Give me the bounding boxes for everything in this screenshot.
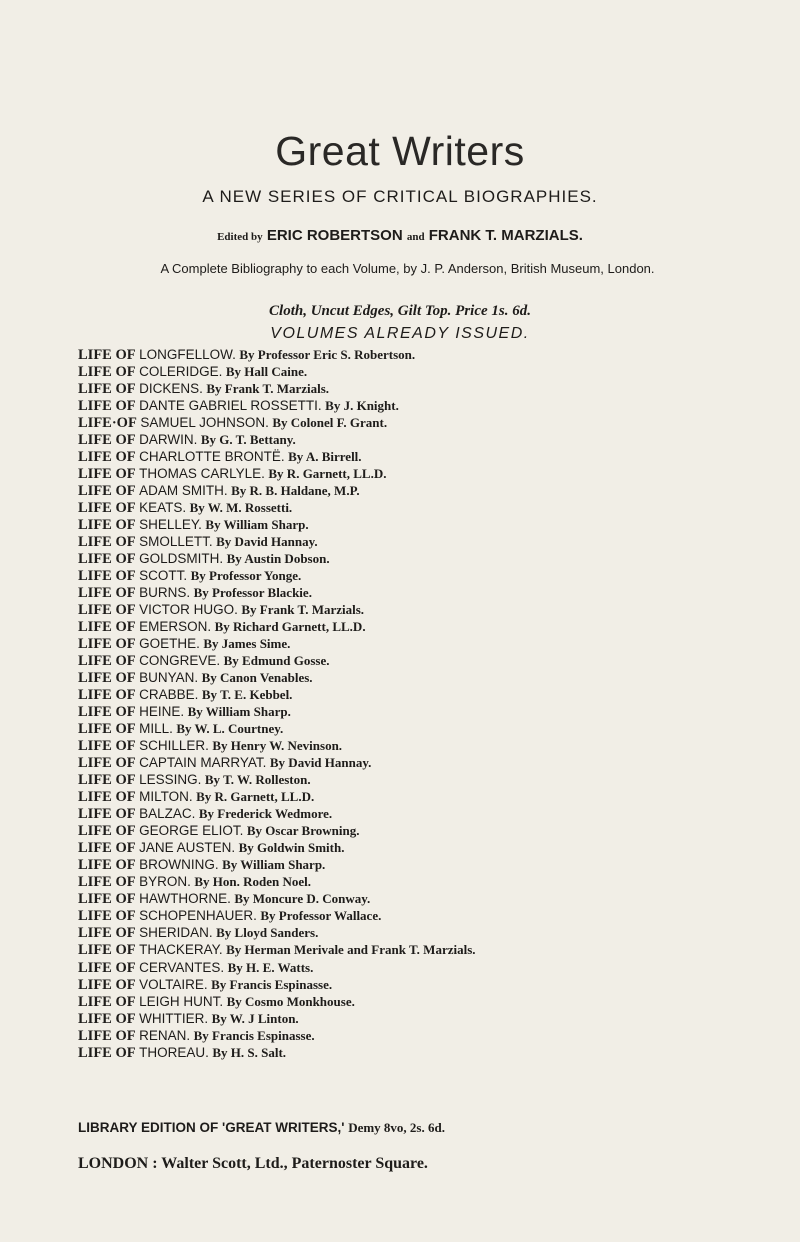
volume-item xyxy=(78,873,728,890)
volume-item xyxy=(78,414,728,431)
volume-author: By J. Knight. xyxy=(325,398,399,413)
volume-author: By Richard Garnett, LL.D. xyxy=(214,619,366,634)
volume-author: By William Sharp. xyxy=(205,517,309,532)
volume-item xyxy=(78,363,728,380)
volume-subject: BUNYAN. xyxy=(139,670,199,685)
volume-item xyxy=(78,754,728,771)
volume-author: By G. T. Bettany. xyxy=(200,432,296,447)
volume-author: By Canon Venables. xyxy=(201,670,313,685)
volume-subject: SCHOPENHAUER. xyxy=(139,908,257,923)
volume-item xyxy=(78,941,728,959)
volume-item xyxy=(78,959,728,976)
volume-label: LIFE OF xyxy=(78,977,136,993)
volume-author: By Oscar Browning. xyxy=(246,823,360,838)
volume-subject: KEATS. xyxy=(139,500,187,515)
volume-item xyxy=(78,669,728,686)
volume-author: By Moncure D. Conway. xyxy=(234,891,371,906)
volume-subject: GEORGE ELIOT. xyxy=(139,823,244,838)
volume-subject: SCHILLER. xyxy=(139,738,209,753)
page-title: Great Writers xyxy=(275,128,525,174)
volume-author: By Hon. Roden Noel. xyxy=(194,874,312,889)
volume-author: By David Hannay. xyxy=(216,534,318,549)
volume-label: LIFE OF xyxy=(78,347,136,363)
volume-subject: CERVANTES. xyxy=(139,960,225,975)
volume-subject: RENAN. xyxy=(139,1028,191,1043)
volume-label: LIFE OF xyxy=(78,960,136,976)
volume-item xyxy=(78,346,728,363)
volume-item xyxy=(78,976,728,993)
volume-item xyxy=(78,907,728,924)
volume-item xyxy=(78,737,728,754)
volume-author: By H. S. Salt. xyxy=(212,1045,287,1060)
volume-label: LIFE OF xyxy=(78,721,136,737)
volume-author: By Professor Blackie. xyxy=(193,585,312,600)
volume-item xyxy=(78,499,728,516)
volume-subject: DANTE GABRIEL ROSSETTI. xyxy=(139,398,322,413)
publisher-imprint xyxy=(78,1155,758,1173)
volume-subject: SAMUEL JOHNSON. xyxy=(140,415,269,430)
volume-label: LIFE OF xyxy=(78,1028,136,1044)
imprint-city: LONDON : xyxy=(78,1155,158,1172)
volumes-heading: VOLUMES ALREADY ISSUED. xyxy=(270,325,530,342)
volume-author: By William Sharp. xyxy=(187,704,291,719)
volume-author: By Frank T. Marzials. xyxy=(206,381,330,396)
volume-subject: THOREAU. xyxy=(139,1045,209,1060)
volume-author: By R. B. Haldane, M.P. xyxy=(231,483,360,498)
volume-subject: LEIGH HUNT. xyxy=(139,994,224,1009)
library-edition-label: LIBRARY EDITION OF 'GREAT WRITERS,' xyxy=(78,1120,345,1135)
volume-subject: LESSING. xyxy=(139,772,202,787)
volume-label: LIFE OF xyxy=(78,806,136,822)
volume-author: By W. J Linton. xyxy=(211,1011,299,1026)
volume-label: LIFE OF xyxy=(78,636,136,652)
volume-author: By William Sharp. xyxy=(222,857,326,872)
volume-label: LIFE OF xyxy=(78,789,136,805)
volume-subject: VICTOR HUGO. xyxy=(139,602,238,617)
volume-item xyxy=(78,550,728,567)
volume-author: By Herman Merivale and Frank T. Marzials. xyxy=(226,942,476,957)
volume-subject: JANE AUSTEN. xyxy=(139,840,236,855)
volume-author: By Professor Yonge. xyxy=(190,568,302,583)
volume-item xyxy=(78,533,728,550)
volume-item xyxy=(78,618,728,635)
volume-label: LIFE OF xyxy=(78,755,136,771)
volume-item xyxy=(78,1044,728,1061)
volume-item xyxy=(78,584,728,601)
volume-label: LIFE OF xyxy=(78,619,136,635)
imprint-address: Paternoster Square. xyxy=(291,1155,428,1172)
volume-item xyxy=(78,771,728,788)
volume-label: LIFE OF xyxy=(78,585,136,601)
volume-label: LIFE OF xyxy=(78,857,136,873)
volume-author: By T. W. Rolleston. xyxy=(204,772,311,787)
price-line: Cloth, Uncut Edges, Gilt Top. Price 1s. 6d. xyxy=(269,303,531,319)
volume-label: LIFE OF xyxy=(78,772,136,788)
volume-label: LIFE OF xyxy=(78,738,136,754)
imprint-publisher: Walter Scott, Ltd., xyxy=(161,1155,288,1172)
volume-subject: CHARLOTTE BRONTË. xyxy=(139,449,285,464)
volume-author: By Colonel F. Grant. xyxy=(272,415,388,430)
volume-author: By David Hannay. xyxy=(269,755,372,770)
volume-item xyxy=(78,431,728,448)
volume-subject: SMOLLETT. xyxy=(139,534,213,549)
volume-label: LIFE OF xyxy=(78,551,136,567)
volume-subject: CAPTAIN MARRYAT. xyxy=(139,755,267,770)
volume-subject: DARWIN. xyxy=(139,432,198,447)
volume-subject: BYRON. xyxy=(139,874,191,889)
volume-label: LIFE OF xyxy=(78,925,136,941)
volume-label: LIFE OF xyxy=(78,942,136,958)
volume-subject: DICKENS. xyxy=(139,381,203,396)
volume-label: LIFE·OF xyxy=(78,415,137,431)
volume-item xyxy=(78,601,728,618)
volume-subject: CONGREVE. xyxy=(139,653,221,668)
editors-prefix: Edited by xyxy=(217,231,263,243)
volume-author: By Frank T. Marzials. xyxy=(241,602,365,617)
volume-subject: ADAM SMITH. xyxy=(139,483,228,498)
volume-label: LIFE OF xyxy=(78,908,136,924)
volume-author: By R. Garnett, LL.D. xyxy=(196,789,315,804)
volume-subject: MILL. xyxy=(139,721,173,736)
volume-item xyxy=(78,380,728,397)
volume-label: LIFE OF xyxy=(78,704,136,720)
volume-label: LIFE OF xyxy=(78,1045,136,1061)
volume-subject: EMERSON. xyxy=(139,619,212,634)
volume-author: By Francis Espinasse. xyxy=(193,1028,315,1043)
volume-subject: THOMAS CARLYLE. xyxy=(139,466,265,481)
volume-item xyxy=(78,993,728,1010)
volume-item xyxy=(78,652,728,669)
volume-item xyxy=(78,465,728,482)
volume-subject: SHELLEY. xyxy=(139,517,202,532)
volume-item xyxy=(78,448,728,465)
volume-subject: HAWTHORNE. xyxy=(139,891,231,906)
volume-item xyxy=(78,924,728,941)
volume-label: LIFE OF xyxy=(78,1011,136,1027)
bibliography-note: A Complete Bibliography to each Volume, by J. P. Anderson, British Museum, London. xyxy=(160,261,655,276)
volume-item xyxy=(78,686,728,703)
volumes-list xyxy=(78,346,728,1061)
volume-label: LIFE OF xyxy=(78,466,136,482)
volume-subject: SCOTT. xyxy=(139,568,188,583)
volume-item xyxy=(78,839,728,856)
volume-subject: VOLTAIRE. xyxy=(139,977,208,992)
volume-subject: HEINE. xyxy=(139,704,185,719)
volume-item xyxy=(78,635,728,652)
library-edition-price: Demy 8vo, 2s. 6d. xyxy=(348,1120,445,1135)
volume-subject: BROWNING. xyxy=(139,857,219,872)
volume-author: By Goldwin Smith. xyxy=(238,840,345,855)
volume-author: By James Sime. xyxy=(203,636,291,651)
volume-subject: SHERIDAN. xyxy=(139,925,213,940)
volume-item xyxy=(78,1027,728,1044)
volume-label: LIFE OF xyxy=(78,670,136,686)
volume-label: LIFE OF xyxy=(78,602,136,618)
volume-item xyxy=(78,397,728,414)
volume-subject: GOETHE. xyxy=(139,636,200,651)
volume-item xyxy=(78,516,728,533)
editors-line xyxy=(0,227,800,244)
volume-item xyxy=(78,567,728,584)
series-subtitle: A NEW SERIES OF CRITICAL BIOGRAPHIES. xyxy=(202,187,598,206)
volume-item xyxy=(78,856,728,873)
volume-label: LIFE OF xyxy=(78,568,136,584)
volume-subject: BURNS. xyxy=(139,585,191,600)
volume-author: By Henry W. Nevinson. xyxy=(212,738,343,753)
volume-item xyxy=(78,890,728,907)
volume-item xyxy=(78,703,728,720)
volume-subject: GOLDSMITH. xyxy=(139,551,224,566)
volume-author: By Frederick Wedmore. xyxy=(198,806,333,821)
volume-author: By Professor Eric S. Robertson. xyxy=(239,347,416,362)
volume-subject: LONGFELLOW. xyxy=(139,347,236,362)
volume-item xyxy=(78,720,728,737)
volume-item xyxy=(78,1010,728,1027)
volume-label: LIFE OF xyxy=(78,381,136,397)
volume-author: By Hall Caine. xyxy=(225,364,308,379)
volume-author: By A. Birrell. xyxy=(288,449,362,464)
volume-label: LIFE OF xyxy=(78,994,136,1010)
volume-label: LIFE OF xyxy=(78,534,136,550)
volume-author: By Professor Wallace. xyxy=(260,908,382,923)
volume-author: By Austin Dobson. xyxy=(226,551,330,566)
volume-label: LIFE OF xyxy=(78,500,136,516)
volume-subject: COLERIDGE. xyxy=(139,364,223,379)
editors-conj: and xyxy=(406,231,425,243)
volume-label: LIFE OF xyxy=(78,823,136,839)
volume-author: By Francis Espinasse. xyxy=(211,977,333,992)
volume-label: LIFE OF xyxy=(78,364,136,380)
volume-item xyxy=(78,788,728,805)
volume-subject: BALZAC. xyxy=(139,806,196,821)
volume-item xyxy=(78,805,728,822)
volume-subject: THACKERAY. xyxy=(139,942,223,957)
volume-label: LIFE OF xyxy=(78,449,136,465)
volume-author: By H. E. Watts. xyxy=(227,960,314,975)
volume-item xyxy=(78,482,728,499)
volume-author: By R. Garnett, LL.D. xyxy=(268,466,387,481)
volume-label: LIFE OF xyxy=(78,653,136,669)
volume-label: LIFE OF xyxy=(78,874,136,890)
volume-author: By Edmund Gosse. xyxy=(223,653,330,668)
editor-name-2: FRANK T. MARZIALS. xyxy=(428,227,583,244)
volume-author: By W. M. Rossetti. xyxy=(189,500,293,515)
volume-label: LIFE OF xyxy=(78,398,136,414)
volume-author: By T. E. Kebbel. xyxy=(201,687,293,702)
volume-label: LIFE OF xyxy=(78,432,136,448)
volume-subject: WHITTIER. xyxy=(139,1011,209,1026)
volume-subject: CRABBE. xyxy=(139,687,199,702)
volume-subject: MILTON. xyxy=(139,789,193,804)
volume-item xyxy=(78,822,728,839)
volume-label: LIFE OF xyxy=(78,483,136,499)
volume-author: By W. L. Courtney. xyxy=(176,721,284,736)
volume-author: By Lloyd Sanders. xyxy=(216,925,319,940)
editor-name-1: ERIC ROBERTSON xyxy=(266,227,403,244)
volume-label: LIFE OF xyxy=(78,517,136,533)
volume-label: LIFE OF xyxy=(78,687,136,703)
volume-label: LIFE OF xyxy=(78,840,136,856)
volume-label: LIFE OF xyxy=(78,891,136,907)
volume-author: By Cosmo Monkhouse. xyxy=(226,994,355,1009)
library-edition-line xyxy=(78,1120,758,1136)
